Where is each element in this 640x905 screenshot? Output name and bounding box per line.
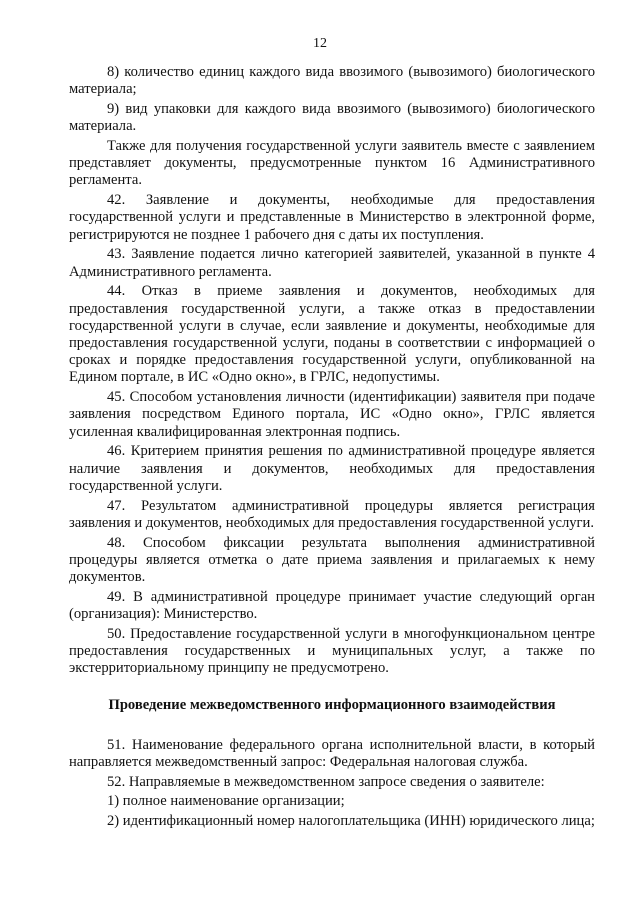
paragraph-52-item-2: 2) идентификационный номер налогоплательщика (ИНН) юридического лица;	[107, 813, 595, 830]
section-heading: Проведение межведомственного информационного взаимодействия	[108, 697, 556, 714]
paragraph-43: 43. Заявление подается лично категорией заявителей, указанной в пункте 4 Административного регламента.	[69, 246, 595, 280]
paragraph-item-9: 9) вид упаковки для каждого вида ввозимого (вывозимого) биологического материала.	[69, 101, 595, 135]
document-body	[69, 64, 595, 833]
paragraph-42: 42. Заявление и документы, необходимые для предоставления государственной услуги и представленные в Министерство в электронной форме, регистрируются не позднее 1 рабочего дня с даты их поступления.	[69, 192, 595, 243]
paragraph-49: 49. В административной процедуре принимает участие следующий орган (организация): Министерство.	[69, 588, 595, 623]
paragraph-52: 52. Направляемые в межведомственном запросе сведения о заявителе:	[107, 773, 545, 790]
paragraph-item-8: 8) количество единиц каждого вида ввозимого (вывозимого) биологического материала;	[69, 64, 595, 98]
paragraph-50: 50. Предоставление государственной услуги в многофункциональном центре предоставления государственных и муниципальных услуг, а также по экстерриториальному принципу не предусмотрено.	[69, 625, 595, 677]
paragraph-52-item-1: 1) полное наименование организации;	[107, 793, 345, 810]
paragraph-also: Также для получения государственной услуги заявитель вместе с заявлением представляет документы, предусмотренные пунктом 16 Административного регламента.	[69, 138, 595, 189]
paragraph-44: 44. Отказ в приеме заявления и документов, необходимых для предоставления государственной услуги, а также отказ в предоставлении государственной услуги в случае, если заявление и документы, необходимые для предоставления государственной услуги, поданы в соответствии с информацией о сроках и порядке предоставления государственной услуги, опубликованной на Едином портале, в ИС «Одно окно», в ГРЛС, недопустимы.	[69, 283, 595, 386]
paragraph-46: 46. Критерием принятия решения по административной процедуре является наличие заявления и документов, необходимых для предоставления государственной услуги.	[69, 443, 595, 494]
paragraph-45: 45. Способом установления личности (идентификации) заявителя при подаче заявления посредством Единого портала, ИС «Одно окно», ГРЛС является усиленная квалифицированная электронная подпись.	[69, 389, 595, 440]
page-number: 12	[313, 36, 327, 51]
paragraph-47: 47. Результатом административной процедуры является регистрация заявления и документов, необходимых для предоставления государственной услуги.	[69, 497, 595, 531]
paragraph-48: 48. Способом фиксации результата выполнения административной процедуры является отметка о дате приема заявления и прилагаемых к нему документов.	[69, 534, 595, 586]
paragraph-51: 51. Наименование федерального органа исполнительной власти, в который направляется межведомственный запрос: Федеральная налоговая служба.	[69, 736, 595, 770]
